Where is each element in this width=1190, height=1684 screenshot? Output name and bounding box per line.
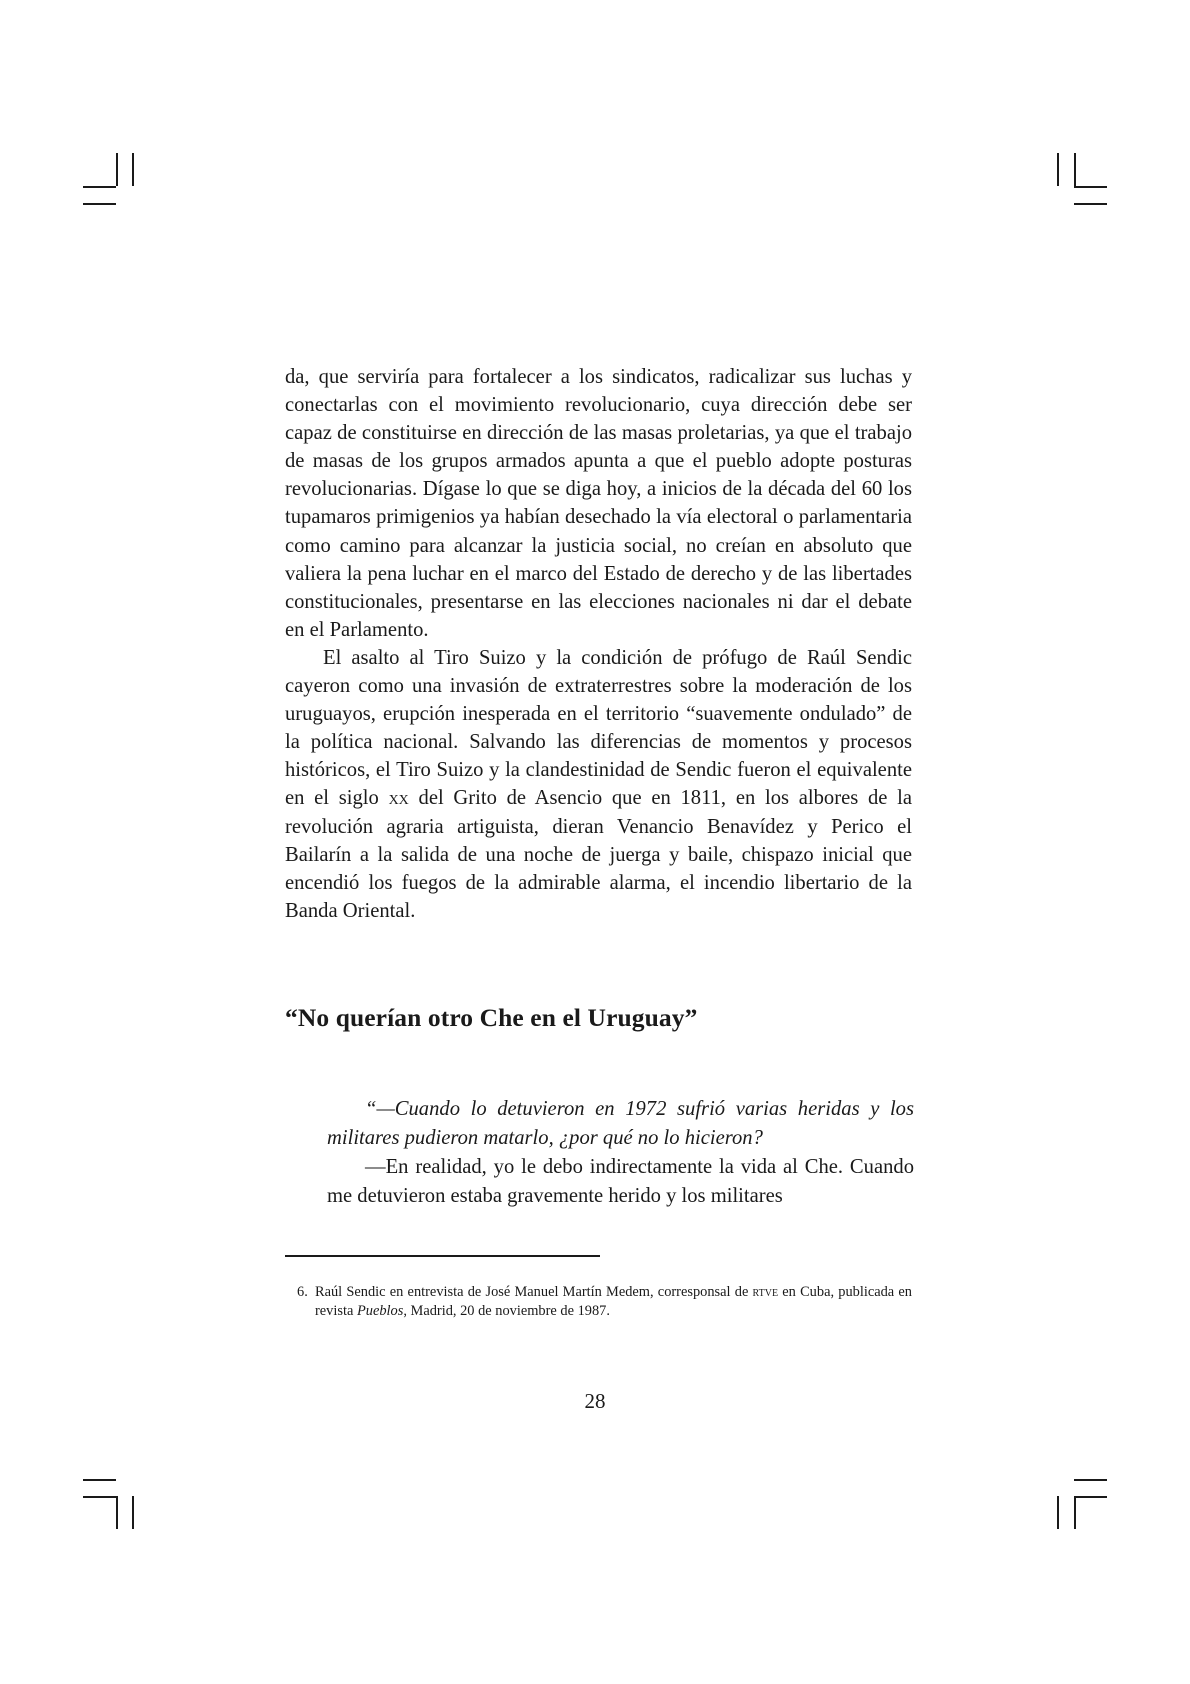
crop-mark-bottom-right-h2 [1074,1479,1107,1481]
quote-question: “—Cuando lo detuvieron en 1972 sufrió varias heridas y los militares pudieron matarlo, ¿por qué no lo hicieron? [327,1098,914,1149]
crop-mark-bottom-left-v1 [116,1496,118,1529]
crop-mark-top-left-v2 [132,153,134,186]
footnote-acronym: rtve [752,1284,779,1300]
footnote-publication: Pueblos [356,1302,404,1319]
crop-mark-bottom-right-v1 [1057,1496,1059,1529]
crop-mark-top-right-h2 [1074,203,1107,205]
footnote-6 [297,1283,912,1320]
paragraph-2-part-2: del Grito de Asencio que en 1811, en los albores de la revolución agraria artiguista, dieran Venancio Benavídez y Perico el Bailarín a la salida de una noche de juerga y baile, chispazo inicial que encendió los fuegos de la admirable alarma, el incendio libertario de la Banda Oriental. [285,787,912,922]
section-heading: “No querían otro Che en el Uruguay” [285,1003,698,1032]
century-numeral: xx [388,787,409,810]
body-text [285,363,912,925]
crop-mark-top-left-h2 [83,203,116,205]
interview-quote [327,1095,914,1211]
crop-mark-top-right-h [1074,186,1107,188]
footnote-separator [285,1255,600,1257]
crop-mark-bottom-right-h [1074,1496,1107,1498]
crop-mark-top-left-v1 [116,153,118,186]
quote-answer: —En realidad, yo le debo indirectamente la vida al Che. Cuando me detuvieron estaba gravemente herido y los militares [327,1156,914,1207]
footnote-number: 6. [297,1284,308,1300]
crop-mark-bottom-right-v2 [1074,1496,1076,1529]
paragraph-2-part-1: El asalto al Tiro Suizo y la condición de prófugo de Raúl Sendic cayeron como una invasión de extraterrestres sobre la moderación de los uruguayos, erupción inesperada en el territorio “suavemente ondulado” de la política nacional. Salvando las diferencias de momentos y procesos históricos, el Tiro Suizo y la clandestinidad de Sendic fueron el equivalente en el siglo [285,646,912,810]
page-number: 28 [584,1389,606,1413]
footnote-text [297,1283,912,1320]
crop-mark-bottom-left-h [83,1496,116,1498]
crop-mark-top-right-v2 [1074,153,1076,186]
crop-mark-top-right-v1 [1057,153,1059,186]
footnote-text-before: Raúl Sendic en entrevista de José Manuel Martín Medem, corresponsal de [315,1284,749,1300]
paragraph-2 [285,644,912,925]
crop-mark-top-left-h [83,186,116,188]
crop-mark-bottom-left-h2 [83,1479,116,1481]
paragraph-1: da, que serviría para fortalecer a los sindicatos, radicalizar sus luchas y conectarlas con el movimiento revolucionario, cuya dirección debe ser capaz de constituirse en dirección de las masas proletarias, ya que el trabajo de masas de los grupos armados apunta a que el pueblo adopte posturas revolucionarias. Dígase lo que se diga hoy, a inicios de la década del 60 los tupamaros primigenios ya habían desechado la vía electoral o parlamentaria como camino para alcanzar la justicia social, no creían en absoluto que valiera la pena luchar en el marco del Estado de derecho y de las libertades constitucionales, presentarse en las elecciones nacionales ni dar el debate en el Parlamento. [285,366,912,641]
footnote-text-middle: en Cuba, publicada en revista [315,1284,912,1319]
footnote-text-after: , Madrid, 20 de noviembre de 1987. [403,1302,610,1319]
crop-mark-bottom-left-v2 [132,1496,134,1529]
